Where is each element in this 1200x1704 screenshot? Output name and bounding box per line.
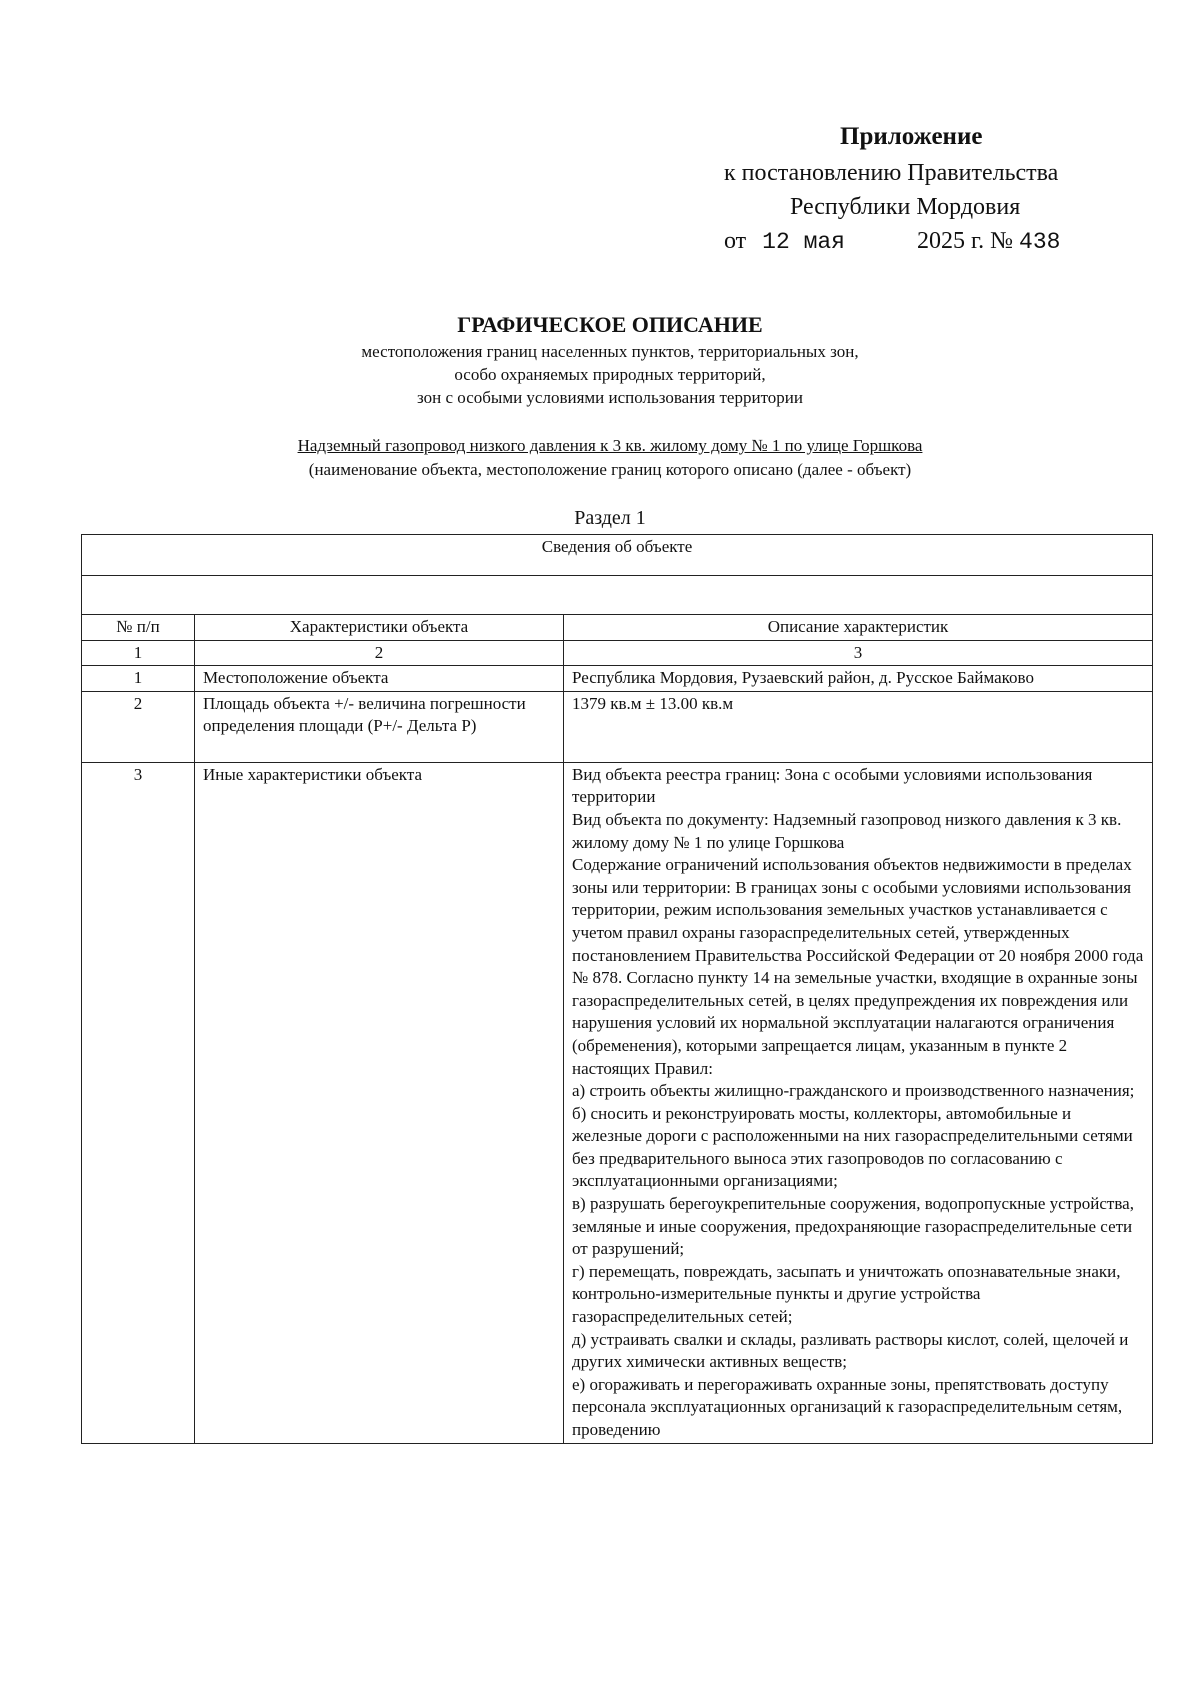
annex-line-1: к постановлению Правительства (724, 160, 1059, 186)
row-characteristic: Иные характеристики объекта (195, 762, 564, 1443)
subtitle-line: особо охраняемых природных территорий, (454, 365, 766, 384)
header-characteristics: Характеристики объекта (195, 615, 564, 641)
column-number: 3 (564, 640, 1153, 666)
row-number: 1 (82, 666, 195, 692)
annex-number: 438 (1019, 229, 1061, 255)
table-header-row (82, 615, 1153, 641)
description-paragraph: Вид объекта по документу: Надземный газопровод низкого давления к 3 кв. жилому дому № 1 по улице Горшкова (572, 809, 1122, 852)
annex-title: Приложение (840, 123, 983, 150)
annex-line-2: Республики Мордовия (790, 194, 1021, 220)
description-paragraph: в) разрушать берегоукрепительные сооружения, водопропускные устройства, земляные и иные сооружения, предохраняющие газораспределительные сети от разрушений; (572, 1194, 1134, 1259)
subtitle-line: местоположения границ населенных пунктов, территориальных зон, (361, 342, 859, 361)
section-label: Раздел 1 (574, 507, 646, 529)
description-paragraph: е) огораживать и перегораживать охранные зоны, препятствовать доступу персонала эксплуатационных организаций к газораспределительным сетям, проведению (572, 1374, 1123, 1439)
header-number: № п/п (82, 615, 195, 641)
object-name: Надземный газопровод низкого давления к 3 кв. жилому дому № 1 по улице Горшкова (297, 436, 923, 455)
table-blank-row (82, 576, 1153, 615)
table-title: Сведения об объекте (82, 535, 1153, 576)
annex-date-prefix: от (724, 228, 747, 254)
annex-date: 12 мая (762, 229, 845, 255)
row-description: Республика Мордовия, Рузаевский район, д. Русское Баймаково (564, 666, 1153, 692)
annex-date-line (724, 224, 1060, 259)
object-caption: (наименование объекта, местоположение границ которого описано (далее - объект) (308, 460, 912, 479)
table-title-row (82, 535, 1153, 576)
table-column-numbers-row (82, 640, 1153, 666)
row-description (564, 762, 1153, 1443)
table-row (82, 666, 1153, 692)
description-paragraph: д) устраивать свалки и склады, разливать растворы кислот, солей, щелочей и других химически активных веществ; (572, 1329, 1129, 1372)
description-paragraph: Вид объекта реестра границ: Зона с особыми условиями использования территории (572, 764, 1093, 807)
row-characteristic: Площадь объекта +/- величина погрешности определения площади (Р+/- Дельта Р) (195, 691, 564, 762)
column-number: 1 (82, 640, 195, 666)
row-characteristic: Местоположение объекта (195, 666, 564, 692)
header-description: Описание характеристик (564, 615, 1153, 641)
description-paragraph: а) строить объекты жилищно-гражданского и производственного назначения; (572, 1081, 1135, 1101)
description-paragraph: Содержание ограничений использования объектов недвижимости в пределах зоны или территории: В границах зоны с особыми условиями использования территории, режим использования земельных участков устанавливается с учетом правил охраны газораспределительных сетей, утвержденных постановлением Правительства Российской Федерации от 20 ноября 2000 года № 878. Согласно пункту 14 на земельные участки, входящие в охранные зоны газораспределительных сетей, в целях предупреждения их повреждения или нарушения условий их нормальной эксплуатации налагаются ограничения (обременения), которыми запрещается лицам, указанным в пункте 2 настоящих Правил: (572, 855, 1144, 1078)
annex-year: 2025 г. № (917, 228, 1014, 254)
row-number: 3 (82, 762, 195, 1443)
object-info-table (81, 534, 1153, 1444)
row-description: 1379 кв.м ± 13.00 кв.м (564, 691, 1153, 762)
table-row (82, 762, 1153, 1443)
table-row (82, 691, 1153, 762)
subtitle-line: зон с особыми условиями использования территории (417, 388, 803, 407)
document-subtitle (80, 340, 1140, 409)
description-paragraph: г) перемещать, повреждать, засыпать и уничтожать опознавательные знаки, контрольно-измерительные пункты и другие устройства газораспределительных сетей; (572, 1261, 1121, 1327)
description-paragraph: б) сносить и реконструировать мосты, коллекторы, автомобильные и железные дороги с расположенными на них газораспределительными сетями без предварительного выноса этих газопроводов по согласованию с эксплуатационными организациями; (572, 1103, 1133, 1191)
document-title: ГРАФИЧЕСКОЕ ОПИСАНИЕ (457, 312, 763, 337)
row-number: 2 (82, 691, 195, 762)
column-number: 2 (195, 640, 564, 666)
